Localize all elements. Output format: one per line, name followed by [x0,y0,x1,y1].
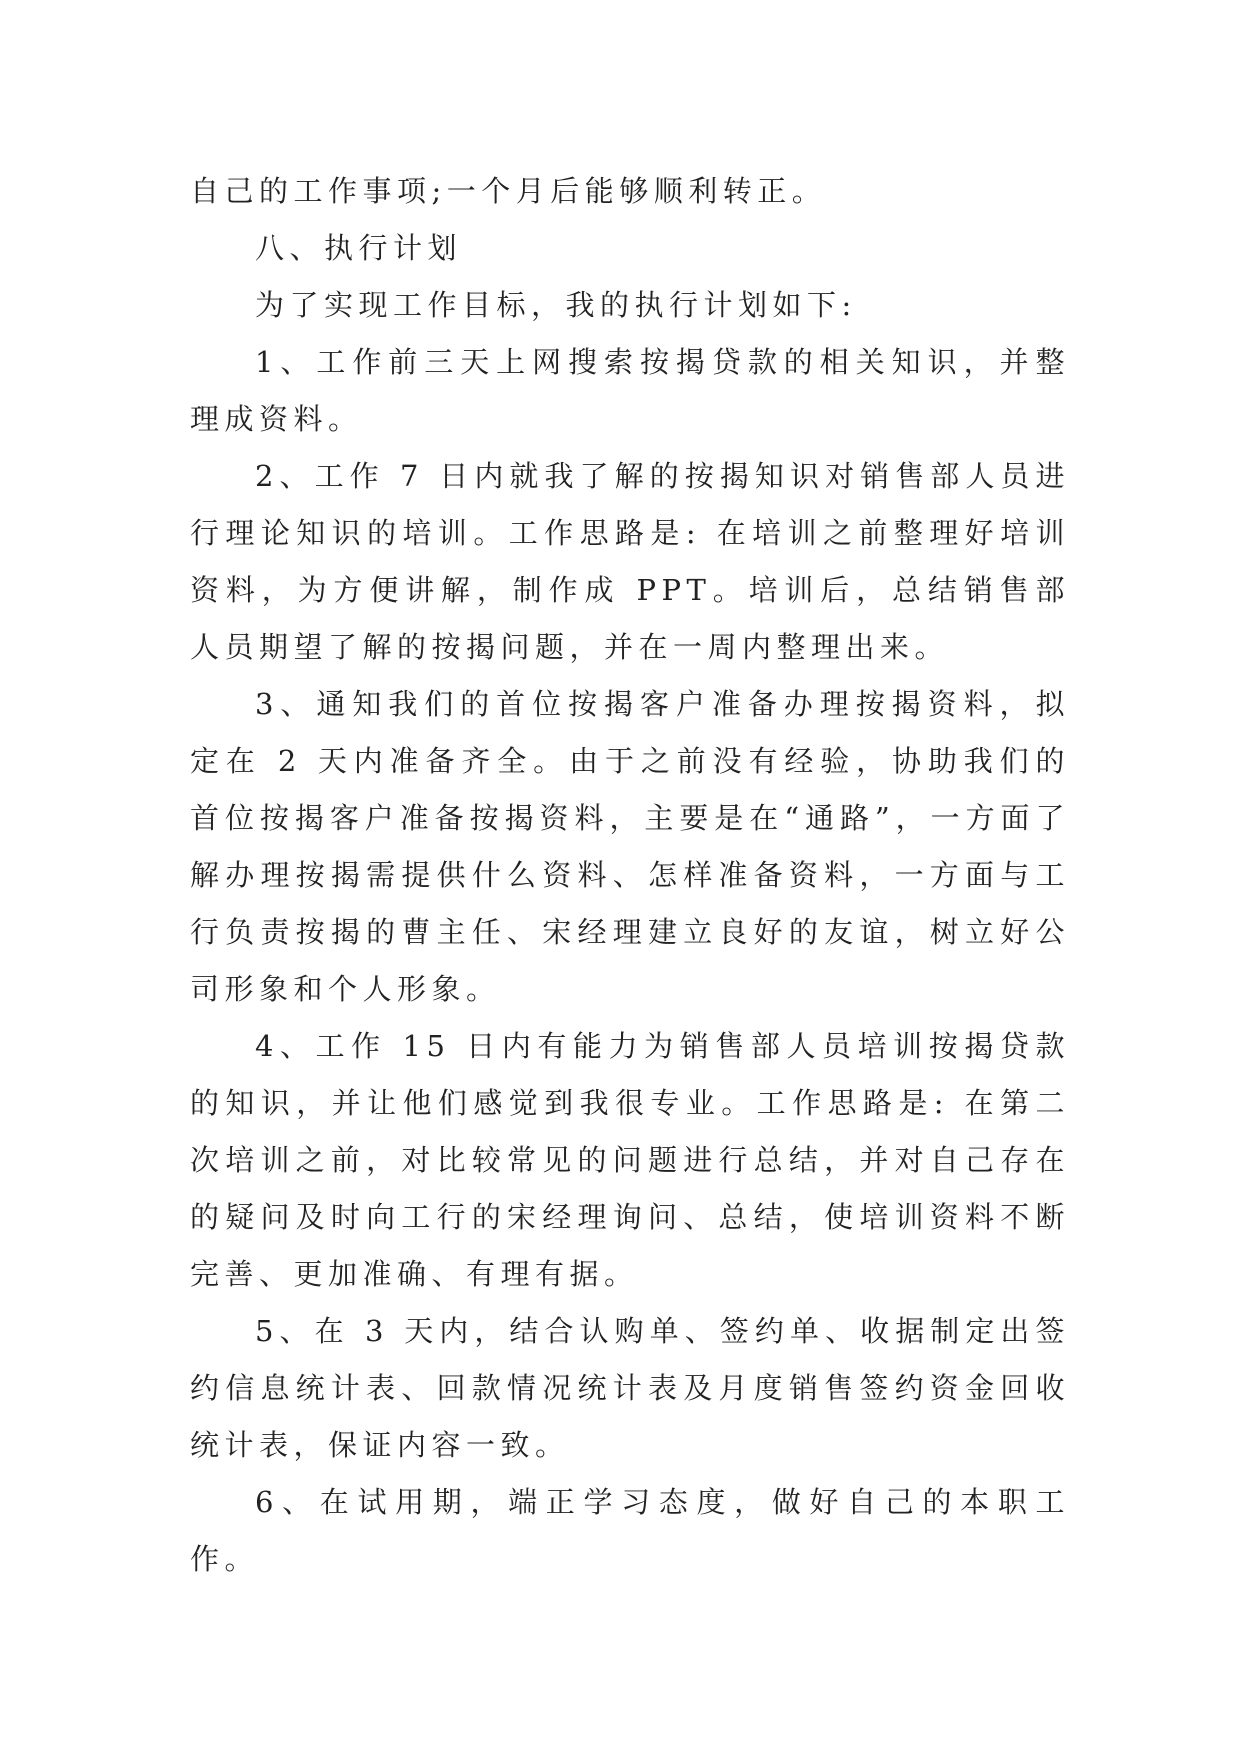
paragraph-continuation: 自己的工作事项;一个月后能够顺利转正。 [190,174,827,208]
plan-item-2: 2、工作 7 日内就我了解的按揭知识对销售部人员进行理论知识的培训。工作思路是: 在培训之前整理好培训资料，为方便讲解，制作成 PPT。培训后，总结销售部人员期望了解的按揭问题，并在一周内整理出来。 [190,459,1070,664]
plan-item-4: 4、工作 15 日内有能力为销售部人员培训按揭贷款的知识，并让他们感觉到我很专业。工作思路是: 在第二次培训之前，对比较常见的问题进行总结，并对自己存在的疑问及时向工行的宋经理询问、总结，使培训资料不断完善、更加准确、有理有据。 [190,1029,1070,1291]
document-page [190,163,1070,1588]
plan-item-6: 6、在试用期，端正学习态度，做好自己的本职工作。 [190,1485,1070,1576]
plan-item-3: 3、通知我们的首位按揭客户准备办理按揭资料，拟定在 2 天内准备齐全。由于之前没有经验，协助我们的首位按揭客户准备按揭资料，主要是在“通路”，一方面了解办理按揭需提供什么资料、怎样准备资料，一方面与工行负责按揭的曹主任、宋经理建立良好的友谊，树立好公司形象和个人形象。 [190,687,1070,1006]
paragraph-intro: 为了实现工作目标，我的执行计划如下: [255,288,857,322]
plan-item-1: 1、工作前三天上网搜索按揭贷款的相关知识，并整理成资料。 [190,345,1070,436]
plan-item-5: 5、在 3 天内，结合认购单、签约单、收据制定出签约信息统计表、回款情况统计表及月度销售签约资金回收统计表，保证内容一致。 [190,1314,1070,1462]
section-heading-execution-plan: 八、执行计划 [255,231,463,265]
